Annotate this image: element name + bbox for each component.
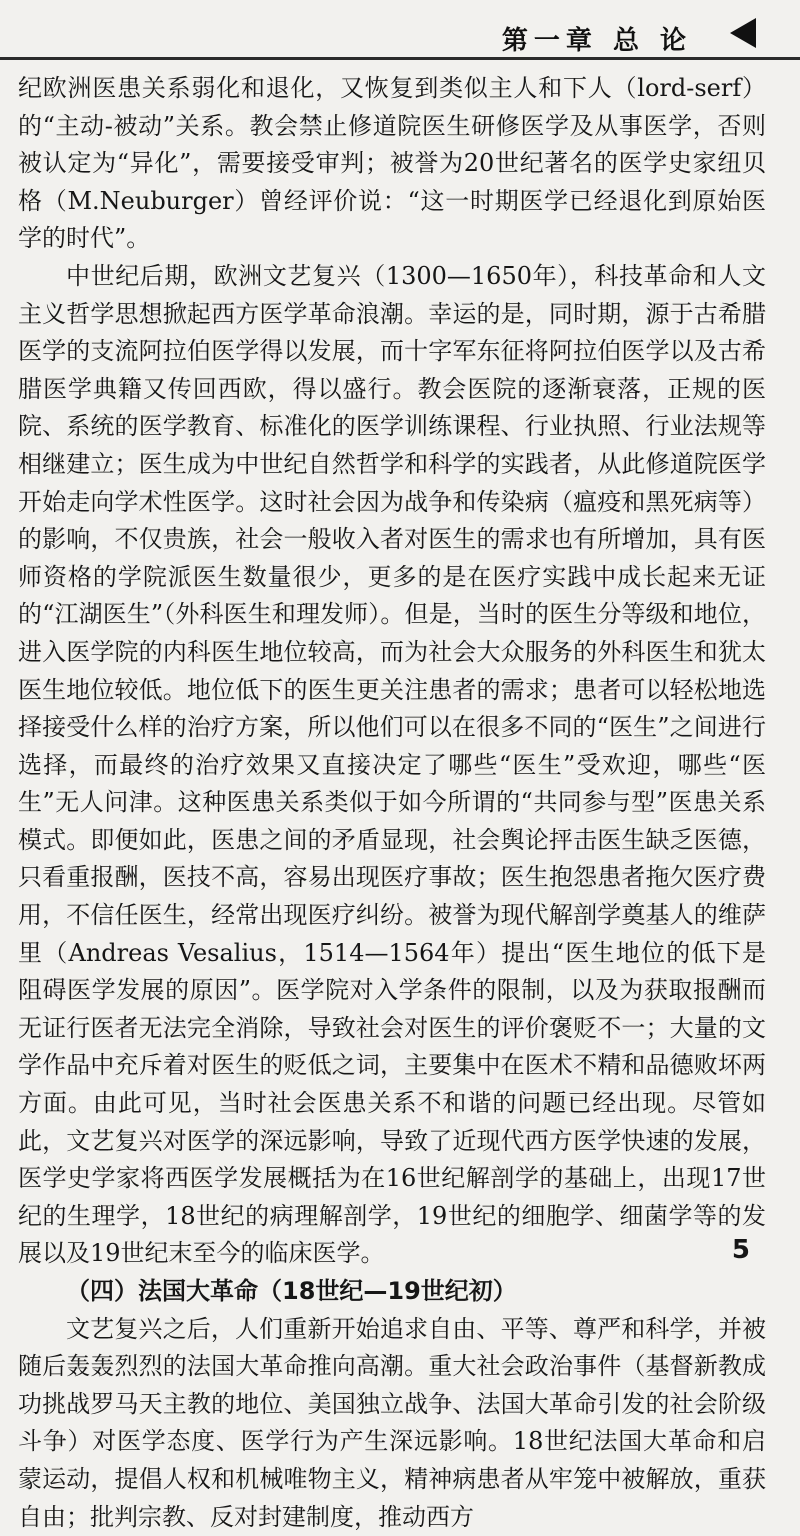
paragraph-french-revolution: 文艺复兴之后，人们重新开始追求自由、平等、尊严和科学，并被随后轰轰烈烈的法国大革命推向高潮。重大社会政治事件（基督新教成功挑战罗马天主教的地位、美国独立战争、法国大革命引发的社会阶级斗争）对医学态度、医学行为产生深远影响。18世纪法国大革命和启蒙运动，提倡人权和机械唯物主义，精神病患者从牢笼中被解放，重获自由；批判宗教、反对封建制度，推动西方 (18, 1314, 766, 1531)
section-heading: （四）法国大革命（18世纪—19世纪初） (66, 1277, 517, 1305)
running-header (0, 0, 800, 62)
chapter-title: 第一章 总 论 (501, 26, 692, 56)
page-body (0, 70, 800, 1536)
paragraph-renaissance: 中世纪后期，欧洲文艺复兴（1300—1650年），科技革命和人文主义哲学思想掀起西方医学革命浪潮。幸运的是，同时期，源于古希腊医学的支流阿拉伯医学得以发展，而十字军东征将阿拉伯医学以及古希腊医学典籍又传回西欧，得以盛行。教会医院的逐渐衰落，正规的医院、系统的医学教育、标准化的医学训练课程、行业执照、行业法规等相继建立；医生成为中世纪自然哲学和科学的实践者，从此修道院医学开始走向学术性医学。这时社会因为战争和传染病（瘟疫和黑死病等）的影响，不仅贵族，社会一般收入者对医生的需求也有所增加，具有医师资格的学院派医生数量很少，更多的是在医疗实践中成长起来无证的“江湖医生”（外科医生和理发师）。但是，当时的医生分等级和地位，进入医学院的内科医生地位较高，而为社会大众服务的外科医生和犹太医生地位较低。地位低下的医生更关注患者的需求；患者可以轻松地选择接受什么样的治疗方案，所以他们可以在很多不同的“医生”之间进行选择，而最终的治疗效果又直接决定了哪些“医生”受欢迎，哪些“医生”无人问津。这种医患关系类似于如今所谓的“共同参与型”医患关系模式。即便如此，医患之间的矛盾显现，社会舆论抨击医生缺乏医德，只看重报酬，医技不高，容易出现医疗事故；医生抱怨患者拖欠医疗费用，不信任医生，经常出现医疗纠纷。被誉为现代解剖学奠基人的维萨里（Andreas Vesalius，1514—1564年）提出“医生地位的低下是阻碍医学发展的原因”。医学院对入学条件的限制，以及为获取报酬而无证行医者无法完全消除，导致社会对医生的评价褒贬不一；大量的文学作品中充斥着对医生的贬低之词，主要集中在医术不精和品德败坏两方面。由此可见，当时社会医患关系不和谐的问题已经出现。尽管如此，文艺复兴对医学的深远影响，导致了近现代西方医学快速的发展，医学史学家将西医学发展概括为在16世纪解剖学的基础上，出现17世纪的生理学，18世纪的病理解剖学，19世纪的细胞学、细菌学等的发展以及19世纪末至今的临床医学。 (18, 261, 766, 1268)
paragraph-continuation: 纪欧洲医患关系弱化和退化，又恢复到类似主人和下人（lord-serf）的“主动-被动”关系。教会禁止修道院医生研修医学及从事医学，否则被认定为“异化”，需要接受审判；被誉为20世纪著名的医学史家纽贝格（M.Neuburger）曾经评价说：“这一时期医学已经退化到原始医学的时代”。 (18, 74, 766, 253)
page-number: 5 (731, 1235, 750, 1265)
header-rule (0, 57, 800, 60)
triangle-marker-icon (728, 16, 758, 54)
